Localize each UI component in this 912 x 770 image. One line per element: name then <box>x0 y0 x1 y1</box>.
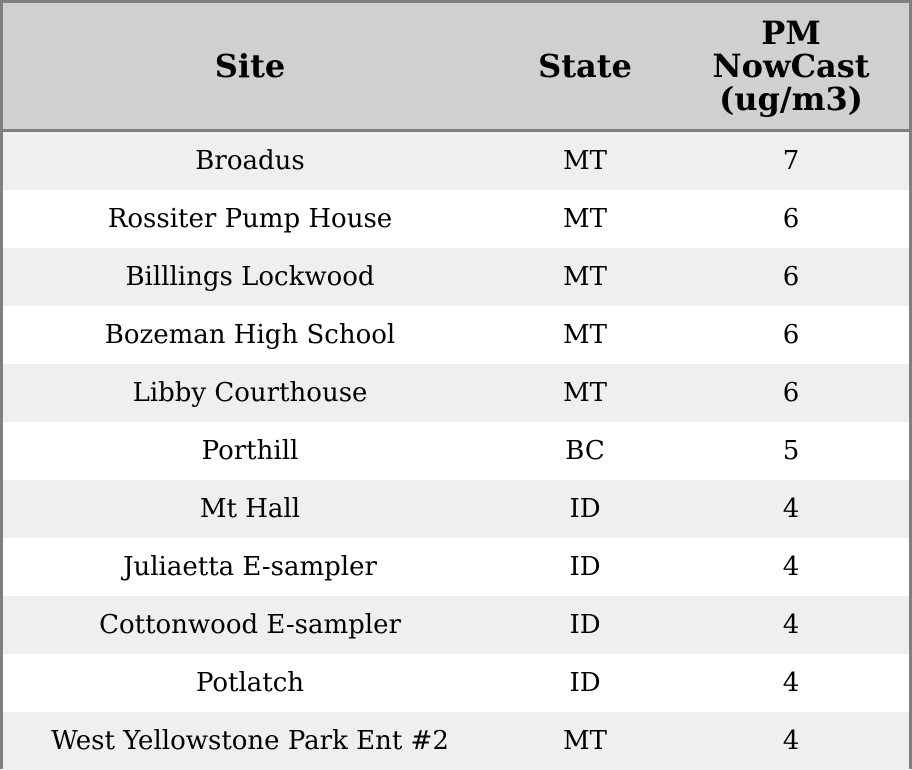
pm-value-cell: 4 <box>782 552 800 582</box>
column-header-site: Site <box>214 46 286 85</box>
table-header <box>3 3 909 132</box>
pm-value-cell: 4 <box>782 668 800 698</box>
state-cell: ID <box>569 668 601 698</box>
column-header-state: State <box>538 46 632 85</box>
table-row <box>3 538 909 596</box>
table-row <box>3 654 909 712</box>
site-cell: Mt Hall <box>199 494 301 524</box>
site-cell: Billlings Lockwood <box>125 262 375 292</box>
state-cell: ID <box>569 494 601 524</box>
state-cell: MT <box>563 378 607 408</box>
table-row <box>3 132 909 190</box>
state-cell: BC <box>565 436 605 466</box>
site-cell: Libby Courthouse <box>132 378 368 408</box>
site-cell: Porthill <box>201 436 299 466</box>
table-row <box>3 712 909 770</box>
pm-value-cell: 4 <box>782 494 800 524</box>
pm-value-cell: 4 <box>782 610 800 640</box>
pm-value-cell: 7 <box>782 146 800 176</box>
site-cell: Rossiter Pump House <box>107 204 393 234</box>
table-row <box>3 422 909 480</box>
pm-value-cell: 5 <box>782 436 800 466</box>
state-cell: MT <box>563 146 607 176</box>
table-body <box>3 132 909 770</box>
state-cell: MT <box>563 320 607 350</box>
pm-value-cell: 4 <box>782 726 800 756</box>
table-row <box>3 190 909 248</box>
state-cell: ID <box>569 610 601 640</box>
state-cell: MT <box>563 204 607 234</box>
state-cell: MT <box>563 726 607 756</box>
site-cell: Bozeman High School <box>104 320 396 350</box>
table-row <box>3 364 909 422</box>
site-cell: Juliaetta E-sampler <box>123 552 377 582</box>
site-cell: Potlatch <box>195 668 305 698</box>
state-cell: MT <box>563 262 607 292</box>
site-cell: Broadus <box>195 146 305 176</box>
table-row <box>3 596 909 654</box>
table-row <box>3 306 909 364</box>
pm-value-cell: 6 <box>782 204 800 234</box>
table-row <box>3 480 909 538</box>
site-cell: Cottonwood E-sampler <box>99 610 401 640</box>
pm-value-cell: 6 <box>782 262 800 292</box>
pm-value-cell: 6 <box>782 378 800 408</box>
column-header-pm-nowcast: PM NowCast (ug/m3) <box>712 13 870 118</box>
table-row <box>3 248 909 306</box>
state-cell: ID <box>569 552 601 582</box>
pm-value-cell: 6 <box>782 320 800 350</box>
site-cell: West Yellowstone Park Ent #2 <box>51 726 449 756</box>
